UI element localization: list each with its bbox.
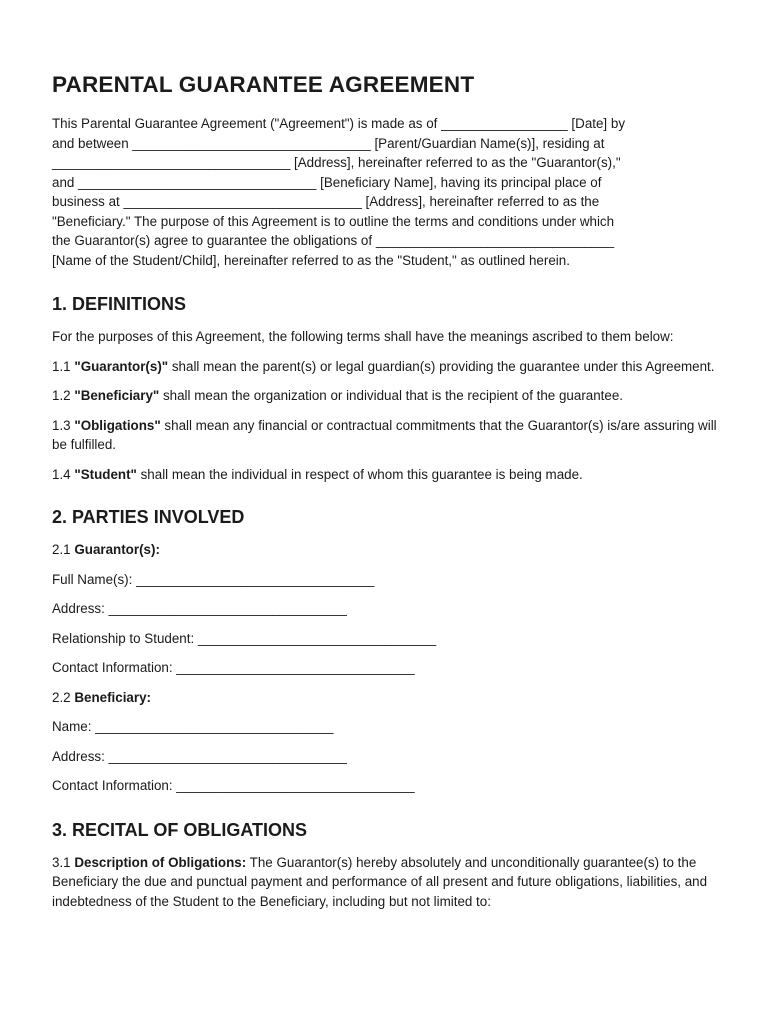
intro-line: the Guarantor(s) agree to guarantee the obligations of ________________________________ bbox=[52, 233, 615, 248]
subsection-number: 2.1 bbox=[52, 542, 75, 557]
beneficiary-subheading bbox=[52, 688, 724, 708]
guarantor-subheading bbox=[52, 540, 724, 560]
intro-line: ________________________________ [Address], hereinafter referred to as the "Guarantor(s)," bbox=[52, 155, 621, 170]
intro-line: and ________________________________ [Beneficiary Name], having its principal place of bbox=[52, 174, 602, 190]
guarantor-address-field: Address: ________________________________ bbox=[52, 601, 347, 616]
definition-text: shall mean any financial or contractual commitments that the Guarantor(s) is/are assuring will be fulfilled. bbox=[52, 417, 717, 452]
section-heading-parties: 2. PARTIES INVOLVED bbox=[52, 507, 245, 527]
subsection-label: Description of Obligations: bbox=[74, 854, 247, 870]
beneficiary-name-field: Name: ________________________________ bbox=[52, 719, 334, 734]
definition-number: 1.1 bbox=[52, 358, 75, 374]
definitions-intro: For the purposes of this Agreement, the following terms shall have the meanings ascribed to them below: bbox=[52, 329, 674, 344]
definition-text: shall mean the parent(s) or legal guardian(s) providing the guarantee under this Agreement. bbox=[168, 358, 715, 374]
beneficiary-contact-field: Contact Information: ________________________________ bbox=[52, 778, 415, 793]
subsection-label: Beneficiary: bbox=[74, 689, 151, 705]
recital-paragraph bbox=[52, 853, 724, 912]
subsection-label: Guarantor(s): bbox=[74, 542, 160, 557]
definition-term: "Student" bbox=[74, 466, 137, 482]
guarantor-name-field: Full Name(s): ________________________________ bbox=[52, 571, 375, 587]
definition-term: "Beneficiary" bbox=[74, 388, 160, 403]
intro-paragraph bbox=[52, 114, 724, 270]
definition-number: 1.2 bbox=[52, 388, 75, 403]
subsection-number: 3.1 bbox=[52, 854, 75, 870]
beneficiary-address-field: Address: ________________________________ bbox=[52, 748, 347, 764]
agreement-body bbox=[52, 70, 724, 911]
intro-line: This Parental Guarantee Agreement ("Agreement") is made as of _________________ [Date] by bbox=[52, 116, 626, 131]
section-heading-definitions: 1. DEFINITIONS bbox=[52, 294, 187, 314]
intro-line: [Name of the Student/Child], hereinafter referred to as the "Student," as outlined herein. bbox=[52, 252, 570, 268]
definition-number: 1.4 bbox=[52, 466, 75, 482]
definition-item bbox=[52, 465, 724, 485]
guarantor-contact-field: Contact Information: ________________________________ bbox=[52, 660, 415, 675]
guarantor-relationship-field: Relationship to Student: ________________________________ bbox=[52, 630, 437, 646]
intro-line: and between ________________________________ [Parent/Guardian Name(s)], residing at bbox=[52, 135, 605, 151]
definition-text: shall mean the organization or individual that is the recipient of the guarantee. bbox=[159, 388, 624, 403]
definition-term: "Guarantor(s)" bbox=[74, 358, 169, 374]
document-title: PARENTAL GUARANTEE AGREEMENT bbox=[52, 72, 475, 97]
intro-line: business at ________________________________ [Address], hereinafter referred to as the bbox=[52, 194, 600, 209]
subsection-number: 2.2 bbox=[52, 689, 75, 705]
definition-item bbox=[52, 386, 724, 406]
recital-text: The Guarantor(s) hereby absolutely and unconditionally guarantee(s) to the Beneficiary the due and punctual payment and performance of all present and future obligations, liabilities, and indebtedness of the Student to the Beneficiary, including but not limited to: bbox=[52, 854, 708, 909]
definition-item bbox=[52, 357, 724, 377]
definition-term: "Obligations" bbox=[74, 417, 161, 433]
definition-text: shall mean the individual in respect of whom this guarantee is being made. bbox=[136, 466, 583, 482]
definition-item bbox=[52, 416, 724, 455]
intro-line: "Beneficiary." The purpose of this Agreement is to outline the terms and conditions under which bbox=[52, 213, 615, 229]
definition-number: 1.3 bbox=[52, 417, 75, 433]
section-heading-recital: 3. RECITAL OF OBLIGATIONS bbox=[52, 819, 308, 840]
